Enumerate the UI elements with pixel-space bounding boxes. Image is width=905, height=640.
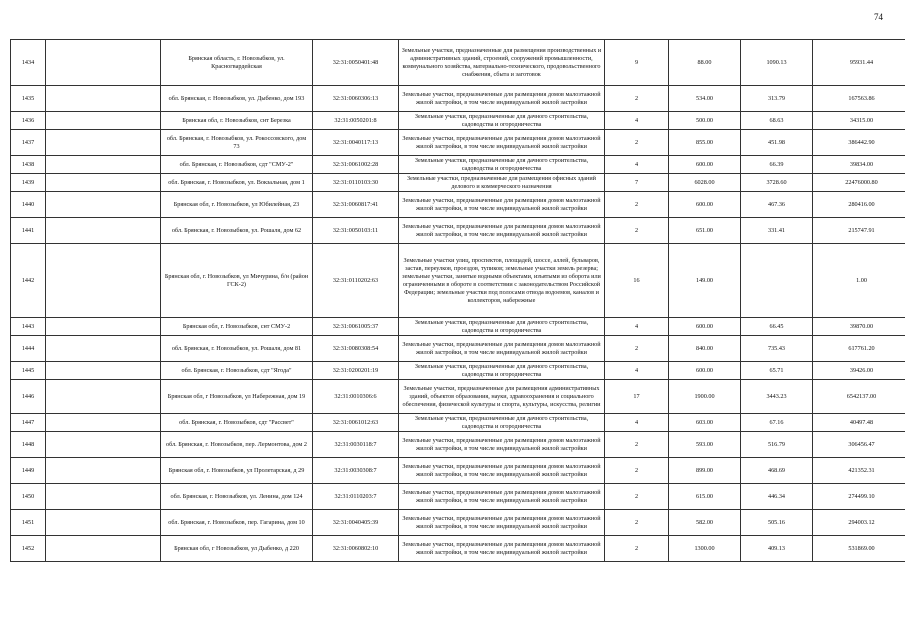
row-number-cell: 1444: [11, 336, 46, 362]
cadastral-number-cell: 32:31:0050401:48: [313, 40, 399, 86]
land-use-cell: Земельные участки улиц, проспектов, площадей, шоссе, аллей, бульваров, застав, переулков, проездов, тупиков; земельные участки земель резерва; земельные участки, занятые водными объектами, изъятыми из оборота или ограниченными в обороте в соответствии с законодательством Российской Федерации; земельные участки под полосами отвода водоемов, каналов и коллекторов, набережные: [399, 244, 605, 318]
blank-cell: [46, 192, 161, 218]
address-cell: обл. Брянская, г. Новозыбков, ул. Ленина, дом 124: [161, 484, 313, 510]
area-cell: 1900.00: [669, 380, 741, 414]
specific-value-cell: 468.69: [741, 458, 813, 484]
table-row: [11, 336, 905, 362]
group-number-cell: 2: [605, 218, 669, 244]
address-cell: обл. Брянская, г. Новозыбков, ул. Вокзальная, дом 1: [161, 174, 313, 192]
area-cell: 899.00: [669, 458, 741, 484]
cadastral-value-cell: 22476000.80: [813, 174, 905, 192]
cadastral-value-cell: 40497.48: [813, 414, 905, 432]
cadastral-number-cell: 32:31:0061002:28: [313, 156, 399, 174]
address-cell: Брянская обл, г. Новозыбков, ул Мичурина, б/н (район ГСК-2): [161, 244, 313, 318]
land-use-cell: Земельные участки, предназначенные для дачного строительства, садоводства и огородничества: [399, 362, 605, 380]
blank-cell: [46, 432, 161, 458]
row-number-cell: 1447: [11, 414, 46, 432]
address-cell: Брянская обл, г Новозыбков, ул Набережная, дом 19: [161, 380, 313, 414]
land-use-cell: Земельные участки, предназначенные для размещения домов малоэтажной жилой застройки, в том числе индивидуальной жилой застройки: [399, 218, 605, 244]
table-row: [11, 192, 905, 218]
row-number-cell: 1434: [11, 40, 46, 86]
address-cell: Брянская обл, г. Новозыбков, снт Березка: [161, 112, 313, 130]
table-row: [11, 244, 905, 318]
land-use-cell: Земельные участки, предназначенные для дачного строительства, садоводства и огородничества: [399, 318, 605, 336]
row-number-cell: 1438: [11, 156, 46, 174]
specific-value-cell: 516.79: [741, 432, 813, 458]
area-cell: 603.00: [669, 414, 741, 432]
specific-value-cell: 1090.13: [741, 40, 813, 86]
blank-cell: [46, 336, 161, 362]
group-number-cell: 17: [605, 380, 669, 414]
cadastral-value-cell: 531869.00: [813, 536, 905, 562]
cadastral-value-cell: 274499.10: [813, 484, 905, 510]
cadastral-value-cell: 306456.47: [813, 432, 905, 458]
cadastral-number-cell: 32:31:0060306:13: [313, 86, 399, 112]
table-row: [11, 380, 905, 414]
land-use-cell: Земельные участки, предназначенные для размещения домов малоэтажной жилой застройки, в том числе индивидуальной жилой застройки: [399, 192, 605, 218]
cadastral-value-table: [10, 39, 905, 562]
blank-cell: [46, 510, 161, 536]
address-cell: Брянская обл, г. Новозыбков, ул Юбилейная, 23: [161, 192, 313, 218]
address-cell: обл. Брянская, г. Новозыбков, ул. Рошаля, дом 81: [161, 336, 313, 362]
cadastral-number-cell: 32:31:0110202:63: [313, 244, 399, 318]
area-cell: 615.00: [669, 484, 741, 510]
specific-value-cell: 3443.23: [741, 380, 813, 414]
land-use-cell: Земельные участки, предназначенные для размещения производственных и административных зданий, строений, сооружений промышленности, коммунального хозяйства, материально-технического, продовольственного снабжения, сбыта и заготовок: [399, 40, 605, 86]
cadastral-value-cell: 280416.00: [813, 192, 905, 218]
cadastral-value-cell: 294003.12: [813, 510, 905, 536]
land-use-cell: Земельные участки, предназначенные для дачного строительства, садоводства и огородничества: [399, 112, 605, 130]
blank-cell: [46, 318, 161, 336]
row-number-cell: 1440: [11, 192, 46, 218]
cadastral-number-cell: 32:31:0040117:13: [313, 130, 399, 156]
group-number-cell: 2: [605, 130, 669, 156]
address-cell: обл. Брянская, г. Новозыбков, пер. Гагарина, дом 10: [161, 510, 313, 536]
group-number-cell: 2: [605, 432, 669, 458]
cadastral-value-cell: 421352.31: [813, 458, 905, 484]
page-number: 74: [874, 12, 883, 22]
address-cell: обл. Брянская, г. Новозыбков, ул. Рошаля, дом 62: [161, 218, 313, 244]
row-number-cell: 1439: [11, 174, 46, 192]
cadastral-value-cell: 1.00: [813, 244, 905, 318]
group-number-cell: 2: [605, 336, 669, 362]
blank-cell: [46, 458, 161, 484]
area-cell: 840.00: [669, 336, 741, 362]
address-cell: обл. Брянская, г. Новозыбков, ул. Рокоссовского, дом 73: [161, 130, 313, 156]
cadastral-number-cell: 32:31:0010306:6: [313, 380, 399, 414]
blank-cell: [46, 380, 161, 414]
address-cell: Брянская обл, г. Новозыбков, ул Пролетарская, д 29: [161, 458, 313, 484]
area-cell: 600.00: [669, 192, 741, 218]
specific-value-cell: 313.79: [741, 86, 813, 112]
cadastral-value-cell: 6542137.00: [813, 380, 905, 414]
row-number-cell: 1435: [11, 86, 46, 112]
table-row: [11, 318, 905, 336]
row-number-cell: 1445: [11, 362, 46, 380]
specific-value-cell: 66.39: [741, 156, 813, 174]
cadastral-number-cell: 32:31:0030118:7: [313, 432, 399, 458]
address-cell: обл. Брянская, г. Новозыбков, сдт "Рассвет": [161, 414, 313, 432]
table-row: [11, 484, 905, 510]
row-number-cell: 1449: [11, 458, 46, 484]
cadastral-number-cell: 32:31:0060802:10: [313, 536, 399, 562]
specific-value-cell: 505.16: [741, 510, 813, 536]
table-row: [11, 174, 905, 192]
cadastral-number-cell: 32:31:0080308:54: [313, 336, 399, 362]
group-number-cell: 4: [605, 112, 669, 130]
group-number-cell: 2: [605, 510, 669, 536]
specific-value-cell: 446.34: [741, 484, 813, 510]
row-number-cell: 1452: [11, 536, 46, 562]
land-use-cell: Земельные участки, предназначенные для размещения домов малоэтажной жилой застройки, в том числе индивидуальной жилой застройки: [399, 458, 605, 484]
specific-value-cell: 451.98: [741, 130, 813, 156]
address-cell: Брянская область, г. Новозыбков, ул. Красногвардейская: [161, 40, 313, 86]
row-number-cell: 1436: [11, 112, 46, 130]
blank-cell: [46, 130, 161, 156]
row-number-cell: 1443: [11, 318, 46, 336]
cadastral-value-cell: 617761.20: [813, 336, 905, 362]
table-row: [11, 130, 905, 156]
area-cell: 651.00: [669, 218, 741, 244]
area-cell: 582.00: [669, 510, 741, 536]
address-cell: обл. Брянская, г. Новозыбков, ул. Дыбенко, дом 193: [161, 86, 313, 112]
table-row: [11, 112, 905, 130]
group-number-cell: 2: [605, 484, 669, 510]
row-number-cell: 1451: [11, 510, 46, 536]
area-cell: 593.00: [669, 432, 741, 458]
area-cell: 534.00: [669, 86, 741, 112]
address-cell: обл. Брянская, г. Новозыбков, пер. Лермонтова, дом 2: [161, 432, 313, 458]
cadastral-value-cell: 167563.86: [813, 86, 905, 112]
cadastral-number-cell: 32:31:0040405:39: [313, 510, 399, 536]
land-use-cell: Земельные участки, предназначенные для дачного строительства, садоводства и огородничества: [399, 156, 605, 174]
address-cell: обл. Брянская, г. Новозыбков, сдт "СМУ-2": [161, 156, 313, 174]
blank-cell: [46, 362, 161, 380]
cadastral-value-cell: 386442.90: [813, 130, 905, 156]
group-number-cell: 2: [605, 458, 669, 484]
blank-cell: [46, 174, 161, 192]
land-use-cell: Земельные участки, предназначенные для размещения домов малоэтажной жилой застройки, в том числе индивидуальной жилой застройки: [399, 336, 605, 362]
table-row: [11, 40, 905, 86]
area-cell: 6028.00: [669, 174, 741, 192]
row-number-cell: 1448: [11, 432, 46, 458]
table-row: [11, 86, 905, 112]
row-number-cell: 1437: [11, 130, 46, 156]
land-use-cell: Земельные участки, предназначенные для размещения административных зданий, объектов образования, науки, здравоохранения и социального обеспечения, физической культуры и спорта, культуры, искусства, религии: [399, 380, 605, 414]
specific-value-cell: 467.36: [741, 192, 813, 218]
cadastral-value-cell: 215747.91: [813, 218, 905, 244]
land-use-cell: Земельные участки, предназначенные для размещения домов малоэтажной жилой застройки, в том числе индивидуальной жилой застройки: [399, 432, 605, 458]
land-use-cell: Земельные участки, предназначенные для размещения домов малоэтажной жилой застройки, в том числе индивидуальной жилой застройки: [399, 510, 605, 536]
cadastral-number-cell: 32:31:0061005:37: [313, 318, 399, 336]
cadastral-number-cell: 32:31:0050201:8: [313, 112, 399, 130]
row-number-cell: 1441: [11, 218, 46, 244]
specific-value-cell: 68.63: [741, 112, 813, 130]
group-number-cell: 16: [605, 244, 669, 318]
address-cell: Брянская обл, г Новозыбков, ул Дыбенко, д 220: [161, 536, 313, 562]
land-use-cell: Земельные участки, предназначенные для размещения домов малоэтажной жилой застройки, в том числе индивидуальной жилой застройки: [399, 536, 605, 562]
blank-cell: [46, 414, 161, 432]
table-row: [11, 156, 905, 174]
group-number-cell: 7: [605, 174, 669, 192]
group-number-cell: 4: [605, 156, 669, 174]
blank-cell: [46, 484, 161, 510]
table-row: [11, 362, 905, 380]
area-cell: 149.00: [669, 244, 741, 318]
group-number-cell: 4: [605, 414, 669, 432]
cadastral-number-cell: 32:31:0110103:30: [313, 174, 399, 192]
specific-value-cell: 3728.60: [741, 174, 813, 192]
group-number-cell: 9: [605, 40, 669, 86]
table-row: [11, 458, 905, 484]
specific-value-cell: [741, 244, 813, 318]
cadastral-number-cell: 32:31:0050103:11: [313, 218, 399, 244]
area-cell: 855.00: [669, 130, 741, 156]
cadastral-number-cell: 32:31:0200201:19: [313, 362, 399, 380]
cadastral-value-cell: 39426.00: [813, 362, 905, 380]
cadastral-number-cell: 32:31:0030308:7: [313, 458, 399, 484]
area-cell: 88.00: [669, 40, 741, 86]
cadastral-number-cell: 32:31:0110203:7: [313, 484, 399, 510]
group-number-cell: 2: [605, 536, 669, 562]
land-use-cell: Земельные участки, предназначенные для размещения офисных зданий делового и коммерческого назначения: [399, 174, 605, 192]
specific-value-cell: 409.13: [741, 536, 813, 562]
blank-cell: [46, 112, 161, 130]
area-cell: 500.00: [669, 112, 741, 130]
area-cell: 600.00: [669, 156, 741, 174]
specific-value-cell: 65.71: [741, 362, 813, 380]
group-number-cell: 4: [605, 362, 669, 380]
specific-value-cell: 735.43: [741, 336, 813, 362]
table-row: [11, 432, 905, 458]
row-number-cell: 1442: [11, 244, 46, 318]
group-number-cell: 4: [605, 318, 669, 336]
specific-value-cell: 66.45: [741, 318, 813, 336]
land-use-cell: Земельные участки, предназначенные для размещения домов малоэтажной жилой застройки, в том числе индивидуальной жилой застройки: [399, 130, 605, 156]
table-row: [11, 510, 905, 536]
address-cell: Брянская обл, г. Новозыбков, снт СМУ-2: [161, 318, 313, 336]
land-use-cell: Земельные участки, предназначенные для дачного строительства, садоводства и огородничества: [399, 414, 605, 432]
area-cell: 600.00: [669, 318, 741, 336]
row-number-cell: 1446: [11, 380, 46, 414]
land-use-cell: Земельные участки, предназначенные для размещения домов малоэтажной жилой застройки, в том числе индивидуальной жилой застройки: [399, 484, 605, 510]
land-use-cell: Земельные участки, предназначенные для размещения домов малоэтажной жилой застройки, в том числе индивидуальной жилой застройки: [399, 86, 605, 112]
blank-cell: [46, 218, 161, 244]
address-cell: обл. Брянская, г. Новозыбков, сдт "Ягода": [161, 362, 313, 380]
cadastral-value-cell: 95931.44: [813, 40, 905, 86]
blank-cell: [46, 40, 161, 86]
cadastral-value-cell: 34315.00: [813, 112, 905, 130]
table-row: [11, 536, 905, 562]
specific-value-cell: 67.16: [741, 414, 813, 432]
specific-value-cell: 331.41: [741, 218, 813, 244]
cadastral-value-cell: 39834.00: [813, 156, 905, 174]
blank-cell: [46, 536, 161, 562]
table-row: [11, 414, 905, 432]
blank-cell: [46, 244, 161, 318]
blank-cell: [46, 156, 161, 174]
cadastral-number-cell: 32:31:0061012:63: [313, 414, 399, 432]
area-cell: 1300.00: [669, 536, 741, 562]
table-row: [11, 218, 905, 244]
group-number-cell: 2: [605, 192, 669, 218]
row-number-cell: 1450: [11, 484, 46, 510]
table-body: [11, 40, 905, 562]
group-number-cell: 2: [605, 86, 669, 112]
cadastral-value-cell: 39870.00: [813, 318, 905, 336]
area-cell: 600.00: [669, 362, 741, 380]
cadastral-number-cell: 32:31:0060817:41: [313, 192, 399, 218]
blank-cell: [46, 86, 161, 112]
